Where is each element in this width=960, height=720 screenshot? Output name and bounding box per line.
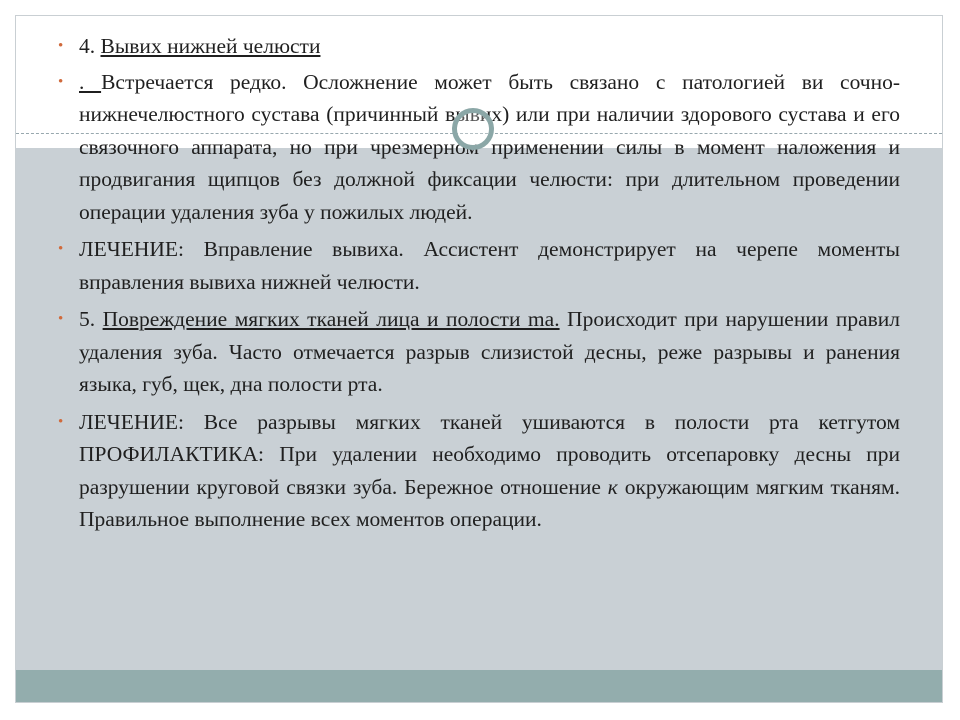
- section-heading: Вывих нижней челюсти: [100, 34, 321, 58]
- item-lead: .: [79, 69, 102, 94]
- italic-word: к: [607, 474, 618, 499]
- list-item: [58, 233, 900, 298]
- item-number: 5.: [79, 307, 103, 331]
- item-text: ЛЕЧЕНИЕ: Все разрывы мягких тканей ушиваются в полости рта кетгутом ПРОФИЛАКТИКА: При удалении необходимо проводить отсепаровку десны при разрушении круговой связки зуба. Бережное отношение: [79, 409, 900, 499]
- bullet-dot-icon: •: [58, 38, 64, 54]
- ring-icon: [452, 108, 494, 150]
- list-item: [58, 303, 900, 401]
- item-text: ЛЕЧЕНИЕ: Вправление вывиха. Ассистент демонстрирует на черепе моменты вправления вывиха нижней челюсти.: [79, 237, 900, 294]
- bullet-dot-icon: •: [58, 241, 64, 257]
- bullet-list: [58, 30, 900, 541]
- footer-band: [16, 670, 942, 702]
- item-number: 4.: [79, 34, 101, 58]
- bullet-dot-icon: •: [58, 413, 64, 430]
- item-text: Происходит при нарушении правил удаления зуба. Часто отмечается разрыв слизистой десны, реже разрывы и ранения языка, губ, щек, дна полости рта.: [79, 307, 901, 396]
- section-heading: Повреждение мягких тканей лица и полости ma.: [102, 307, 560, 331]
- bullet-dot-icon: •: [58, 311, 64, 327]
- list-item: [58, 30, 900, 63]
- bullet-dot-icon: •: [58, 73, 64, 90]
- item-text-continued: окружающим мягким тканям. Правильное выполнение всех моментов операции.: [79, 474, 900, 531]
- list-item: [58, 406, 900, 536]
- item-text: Встречается редко. Осложнение может быть связано с патологией ви сочно-нижнечелюстного сустава (причинный вывих) или при наличии здорового сустава и его связочного аппарата, но при чрезмерном применении силы в момент наложения и продвигания щипцов без должной фиксации челюсти: при длительном проведении операции удаления зуба у пожилых людей.: [79, 69, 901, 224]
